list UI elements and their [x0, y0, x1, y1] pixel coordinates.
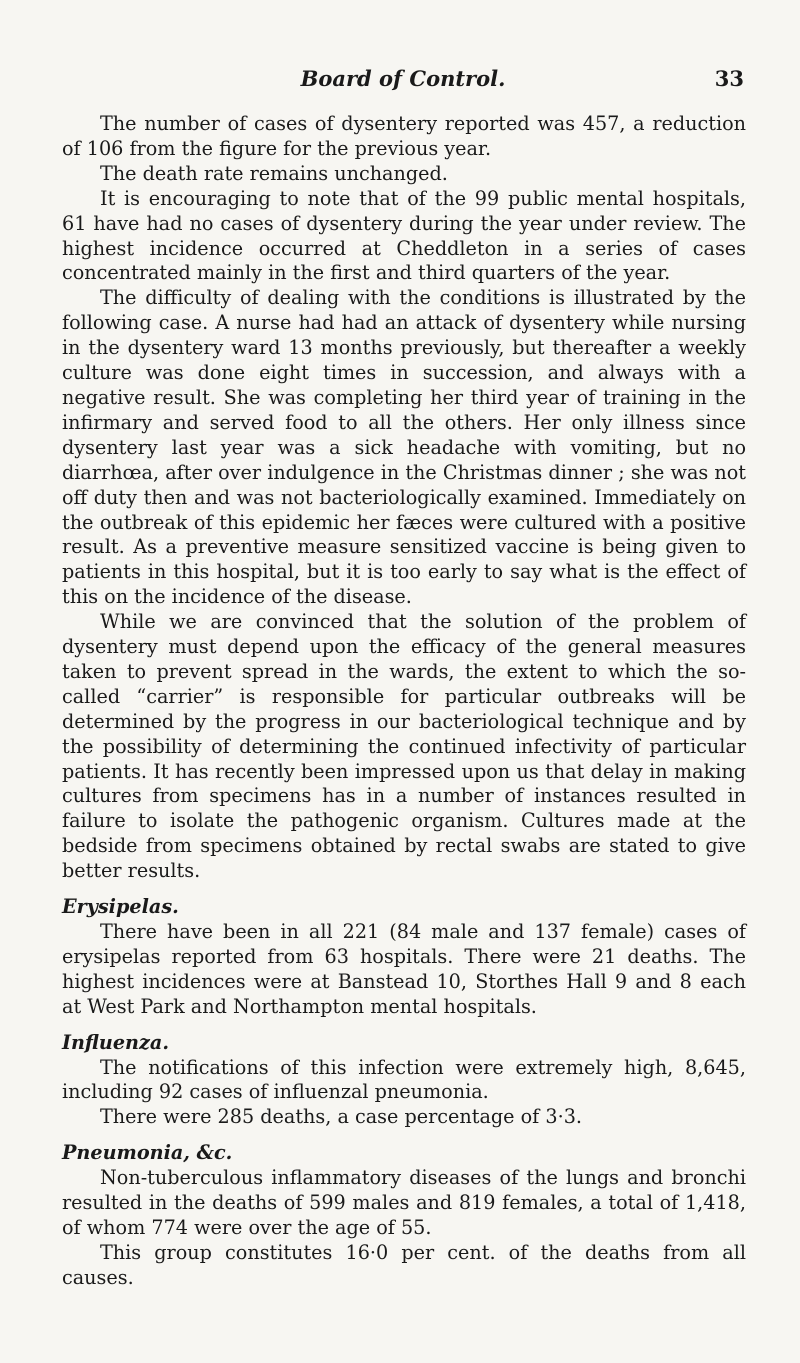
- page-header: [62, 66, 744, 96]
- section-influenza: [62, 1031, 746, 1131]
- section-paragraph: There have been in all 221 (84 male and 137 female) cases of erysipelas reported from 63 hospitals. There were 21 deaths. The highest incidences were at Banstead 10, Storthes Hall 9 and 8 each at West Park and Northampton mental hospitals.: [62, 920, 746, 1018]
- paragraph-death-rate: The death rate remains unchanged.: [100, 161, 448, 185]
- section-heading: Influenza.: [62, 1030, 169, 1054]
- paragraph-hospitals: It is encouraging to note that of the 99 public mental hospitals, 61 have had no cases of dysentery during the year under review. The highest incidence occurred at Cheddleton in a series of cases concentrated mainly in the first and third quarters of the year.: [62, 186, 746, 285]
- section-heading: Erysipelas.: [62, 895, 179, 919]
- section-paragraph: The notifications of this infection were extremely high, 8,645, including 92 cases of influenzal pneumonia.: [62, 1055, 746, 1104]
- paragraph-nurse-case: The difficulty of dealing with the conditions is illustrated by the following case. A nurse had had an attack of dysentery while nursing in the dysentery ward 13 months previously, but thereafter a weekly culture was done eight times in succession, and always with a negative result. She was completing her third year of training in the infirmary and served food to all the others. Her only illness since dysentery last year was a sick headache with vomiting, but no diarrhœa, after over indulgence in the Christmas dinner ; she was not off duty then and was not bacteriologically examined. Immediately on the outbreak of this epidemic her fæces were cultured with a positive result. As a preventive measure sensitized vaccine is being given to patients in this hospital, but it is too early to say what is the effect of this on the incidence of the disease.: [62, 286, 746, 609]
- section-paragraph: There were 285 deaths, a case percentage of 3·3.: [100, 1105, 583, 1129]
- section-pneumonia: [62, 1141, 746, 1290]
- running-title: Board of Control.: [300, 66, 506, 91]
- section-paragraph: Non-tuberculous inflammatory diseases of the lungs and bronchi resulted in the deaths of 599 males and 819 females, a total of 1,418, of whom 774 were over the age of 55.: [62, 1166, 746, 1239]
- page-body: [62, 112, 746, 1291]
- section-heading: Pneumonia, &c.: [62, 1141, 233, 1165]
- page-number: 33: [714, 66, 744, 91]
- section-paragraph: This group constitutes 16·0 per cent. of the deaths from all causes.: [62, 1240, 746, 1289]
- section-erysipelas: [62, 895, 746, 1020]
- paragraph-carrier: While we are convinced that the solution of the problem of dysentery must depend upon the efficacy of the general measures taken to prevent spread in the wards, the extent to which the so-called “carrier” is responsible for particular outbreaks will be determined by the progress in our bacteriological technique and by the possibility of determining the continued infectivity of particular patients. It has recently been impressed upon us that delay in making cultures from specimens has in a number of instances resulted in failure to isolate the pathogenic organism. Cultures made at the bedside from specimens obtained by rectal swabs are stated to give better results.: [62, 610, 746, 883]
- paragraph-dysentery-cases: The number of cases of dysentery reported was 457, a reduction of 106 from the figure for the previous year.: [62, 112, 746, 160]
